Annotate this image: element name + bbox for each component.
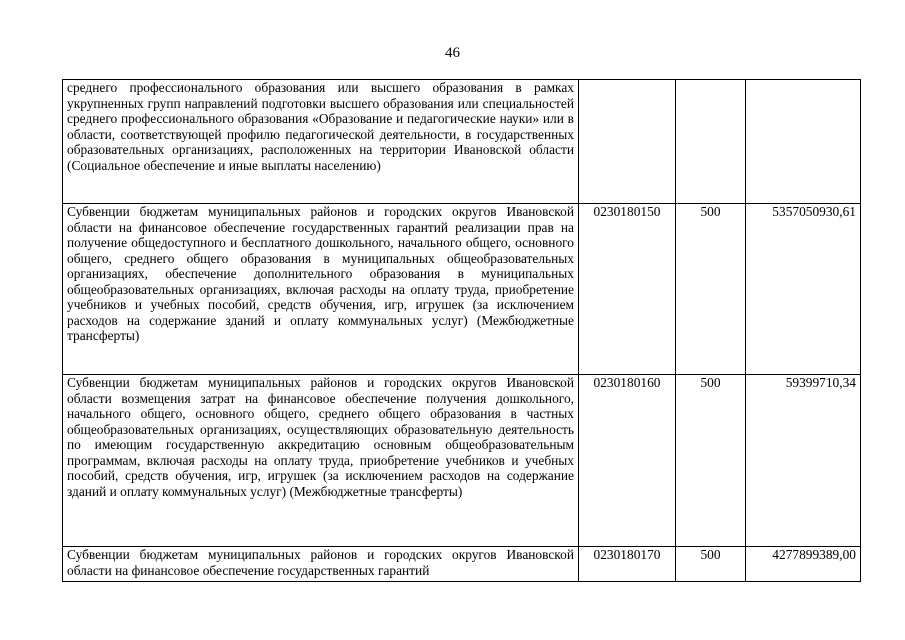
- target-article-code-cell: 0230180150: [579, 204, 676, 375]
- amount-cell: 4277899389,00: [746, 547, 861, 582]
- expense-name-cell: Субвенции бюджетам муниципальных районов и городских округов Ивановской области на финансовое обеспечение государственных гарантий: [63, 547, 579, 582]
- amount-cell: 59399710,34: [746, 375, 861, 547]
- table-row: [63, 547, 861, 582]
- expense-name-cell: Субвенции бюджетам муниципальных районов и городских округов Ивановской области возмещения затрат на финансовое обеспечение получения дошкольного, начального общего, основного общего, среднего общего образования в частных общеобразовательных организациях, осуществляющих образовательную деятельность по имеющим государственную аккредитацию основным общеобразовательным программам, включая расходы на оплату труда, приобретение учебников и учебных пособий, средств обучения, игр, игрушек (за исключением расходов на содержание зданий и оплату коммунальных услуг) (Межбюджетные трансферты): [63, 375, 579, 547]
- amount-cell: 5357050930,61: [746, 204, 861, 375]
- expense-name-cell: среднего профессионального образования или высшего образования в рамках укрупненных групп направлений подготовки высшего образования или специальностей среднего профессионального образования «Образование и педагогические науки» или в области, соответствующей профилю педагогической деятельности, в государственных образовательных организациях, расположенных на территории Ивановской области (Социальное обеспечение и иные выплаты населению): [63, 80, 579, 204]
- target-article-code-cell: [579, 80, 676, 204]
- amount-cell: [746, 80, 861, 204]
- expense-name-cell: Субвенции бюджетам муниципальных районов и городских округов Ивановской области на финансовое обеспечение государственных гарантий реализации прав на получение общедоступного и бесплатного дошкольного, начального общего, основного общего, среднего общего образования в муниципальных общеобразовательных организациях, обеспечение дополнительного образования в муниципальных общеобразовательных организациях, включая расходы на оплату труда, приобретение учебников и учебных пособий, средств обучения, игр, игрушек (за исключением расходов на содержание зданий и оплату коммунальных услуг) (Межбюджетные трансферты): [63, 204, 579, 375]
- expense-type-cell: [676, 80, 746, 204]
- expense-type-cell: 500: [676, 204, 746, 375]
- expense-type-cell: 500: [676, 547, 746, 582]
- budget-table: [62, 79, 861, 582]
- page-number: 46: [445, 45, 460, 61]
- target-article-code-cell: 0230180170: [579, 547, 676, 582]
- table-row: [63, 375, 861, 547]
- table-row: [63, 80, 861, 204]
- target-article-code-cell: 0230180160: [579, 375, 676, 547]
- expense-type-cell: 500: [676, 375, 746, 547]
- table-row: [63, 204, 861, 375]
